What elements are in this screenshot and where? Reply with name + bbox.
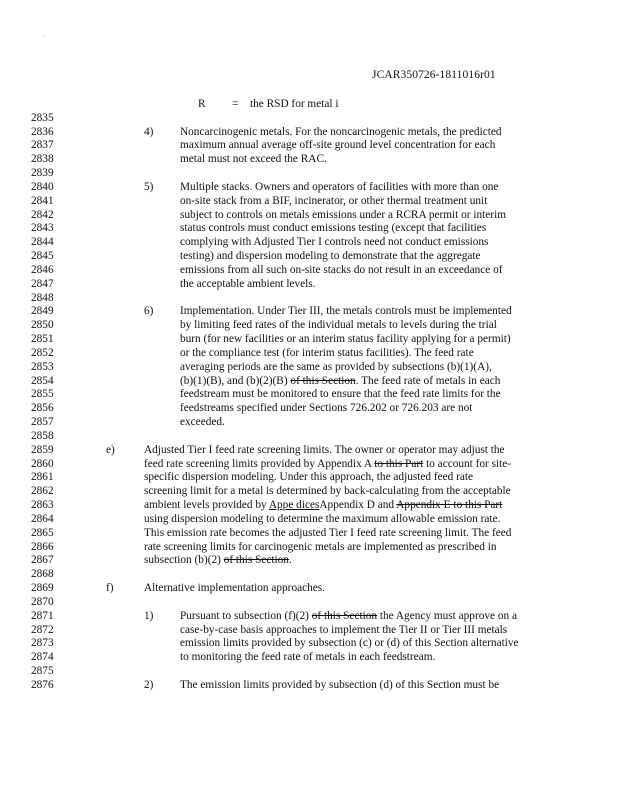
document-line (0, 180, 618, 194)
document-line (0, 249, 618, 263)
text-segment: emission limits provided by subsection (c) or (d) of this Section alternative (180, 637, 519, 650)
text-segment: complying with Adjusted Tier I controls need not conduct emissions (180, 236, 489, 249)
formula-text: R (198, 98, 206, 110)
document-line (0, 374, 618, 388)
line-number: 2855 (31, 388, 54, 401)
subsection-label: 5) (144, 180, 154, 193)
document-line (0, 512, 618, 526)
line-number: 2854 (31, 374, 54, 387)
line-text (180, 360, 492, 374)
text-segment: Appendix D and (319, 499, 397, 512)
text-segment: screening limit for a metal is determined by back-calculating from the acceptable (144, 485, 511, 498)
subsection-label: e) (106, 443, 115, 456)
line-text (180, 235, 488, 249)
line-number: 2837 (31, 139, 54, 152)
document-line (0, 318, 618, 332)
line-number: 2873 (31, 637, 54, 650)
text-segment: or the compliance test (for interim status facilities). The feed rate (180, 346, 474, 359)
line-number: 2838 (31, 153, 54, 166)
text-segment: feedstreams specified under Sections 726.202 or 726.203 are not (180, 402, 473, 415)
line-text (180, 221, 486, 235)
line-text (180, 138, 495, 152)
line-number: 2839 (31, 167, 54, 180)
line-number: 2875 (31, 665, 54, 678)
document-line (0, 387, 618, 401)
line-number: 2874 (31, 651, 54, 664)
document-line (0, 208, 618, 222)
line-text (144, 553, 292, 567)
text-segment: This emission rate becomes the adjusted Tier I feed rate screening limit. The feed (144, 526, 512, 539)
line-number: 2845 (31, 250, 54, 263)
line-text (180, 623, 507, 637)
line-text (180, 180, 498, 194)
line-number: 2846 (31, 263, 54, 276)
line-text (144, 484, 511, 498)
document-line (0, 581, 618, 595)
document-line (0, 415, 618, 429)
line-number: 2836 (31, 125, 54, 138)
document-line (0, 304, 618, 318)
document-line (0, 567, 618, 581)
subsection-label: 4) (144, 125, 154, 138)
document-line (0, 623, 618, 637)
deleted-text: Appendix E to this Part (396, 499, 503, 512)
text-segment: Multiple stacks. Owners and operators of facilities with more than one (180, 180, 499, 193)
text-segment: specific dispersion modeling. Under this approach, the adjusted feed rate (144, 471, 474, 484)
line-number: 2866 (31, 540, 54, 553)
line-text (180, 678, 499, 692)
line-number: 2849 (31, 305, 54, 318)
subsection-label: 1) (144, 609, 154, 622)
line-number: 2857 (31, 416, 54, 429)
line-number: 2864 (31, 512, 54, 525)
line-text (180, 125, 502, 139)
text-segment: Pursuant to subsection (f)(2) (180, 609, 312, 622)
document-line (0, 152, 618, 166)
line-text (180, 249, 481, 263)
line-number: 2861 (31, 471, 54, 484)
line-number: 2863 (31, 499, 54, 512)
document-line (0, 457, 618, 471)
document-line (0, 138, 618, 152)
line-number: 2856 (31, 402, 54, 415)
line-number: 2843 (31, 222, 54, 235)
line-text (180, 387, 501, 401)
line-number: 2858 (31, 429, 54, 442)
line-number: 2841 (31, 194, 54, 207)
line-text (180, 304, 512, 318)
text-segment: subsection (b)(2) (144, 554, 224, 567)
line-text (180, 318, 497, 332)
document-line (0, 678, 618, 692)
text-segment: averaging periods are the same as provided by subsections (b)(1)(A), (180, 360, 492, 373)
line-text (180, 263, 503, 277)
line-text (180, 208, 506, 222)
formula-text: = (232, 98, 239, 110)
text-segment: by limiting feed rates of the individual metals to levels during the trial (180, 319, 497, 332)
line-text (180, 609, 517, 623)
line-number: 2868 (31, 568, 54, 581)
document-line (0, 664, 618, 678)
text-segment: Implementation. Under Tier III, the metals controls must be implemented (180, 305, 512, 318)
line-text (144, 443, 505, 457)
text-segment: maximum annual average off-site ground level concentration for each (180, 139, 496, 152)
line-number: 2871 (31, 609, 54, 622)
line-text (180, 277, 316, 291)
subsection-label: 6) (144, 305, 154, 318)
line-number: 2860 (31, 457, 54, 470)
line-text (144, 540, 497, 554)
line-text (180, 374, 500, 388)
text-segment: The emission limits provided by subsection (d) of this Section must be (180, 678, 500, 691)
document-line (0, 346, 618, 360)
document-line (0, 194, 618, 208)
document-line (0, 263, 618, 277)
document-line (0, 291, 618, 305)
text-segment: . The feed rate of metals in each (355, 374, 501, 387)
line-number: 2842 (31, 208, 54, 221)
line-number: 2851 (31, 333, 54, 346)
document-line (0, 595, 618, 609)
text-segment: exceeded. (180, 416, 225, 429)
line-text (144, 581, 325, 595)
line-number: 2862 (31, 485, 54, 498)
text-segment: to account for site- (423, 457, 512, 470)
document-line (0, 401, 618, 415)
deleted-text: of this Section (311, 609, 378, 622)
document-line (0, 553, 618, 567)
document-line (0, 443, 618, 457)
line-number: 2848 (31, 291, 54, 304)
line-number: 2867 (31, 554, 54, 567)
line-text (180, 346, 474, 360)
text-segment: Alternative implementation approaches. (144, 582, 325, 595)
line-number: 2835 (31, 111, 54, 124)
text-segment: burn (for new facilities or an interim status facility applying for a permit) (180, 333, 511, 346)
document-line (0, 360, 618, 374)
text-segment: emissions from all such on-site stacks do not result in an exceedance of (180, 263, 503, 276)
line-number: 2872 (31, 623, 54, 636)
subsection-label: f) (106, 582, 114, 595)
line-number: 2853 (31, 360, 54, 373)
document-line (0, 125, 618, 139)
deleted-text: to this Part (374, 457, 424, 470)
text-segment: feedstream must be monitored to ensure that the feed rate limits for the (180, 388, 501, 401)
document-line (0, 429, 618, 443)
document-line (0, 235, 618, 249)
scan-marks: ' · (44, 34, 50, 42)
text-segment: testing) and dispersion modeling to demonstrate that the aggregate (180, 250, 481, 263)
text-segment: using dispersion modeling to determine the maximum allowable emission rate. (144, 512, 501, 525)
text-segment: on-site stack from a BIF, incinerator, or other thermal treatment unit (180, 194, 488, 207)
line-text (180, 415, 225, 429)
document-line (0, 97, 618, 111)
document-line (0, 540, 618, 554)
document-line (0, 484, 618, 498)
text-segment: feed rate screening limits provided by Appendix A (144, 457, 375, 470)
line-number: 2850 (31, 319, 54, 332)
text-segment: Noncarcinogenic metals. For the noncarcinogenic metals, the predicted (180, 125, 502, 138)
text-segment: rate screening limits for carcinogenic metals are implemented as prescribed in (144, 540, 497, 553)
document-line (0, 166, 618, 180)
text-segment: (b)(1)(B), and (b)(2)(B) (180, 374, 291, 387)
line-number: 2852 (31, 346, 54, 359)
document-line (0, 111, 618, 125)
text-segment: the Agency must approve on a (377, 609, 517, 622)
line-number: 2865 (31, 526, 54, 539)
line-text (180, 194, 487, 208)
line-text (144, 512, 500, 526)
deleted-text: of this Section (290, 374, 356, 387)
text-segment: subject to controls on metals emissions under a RCRA permit or interim (180, 208, 506, 221)
text-segment: ambient levels provided by (144, 499, 269, 512)
line-text (180, 650, 435, 664)
line-text (144, 526, 511, 540)
line-text (180, 152, 327, 166)
line-number: 2840 (31, 180, 54, 193)
formula-text: the RSD for metal i (250, 98, 339, 110)
document-line (0, 650, 618, 664)
line-text (180, 636, 519, 650)
line-text (144, 457, 511, 471)
text-segment: the acceptable ambient levels. (180, 277, 316, 290)
line-number: 2859 (31, 443, 54, 456)
document-line (0, 498, 618, 512)
line-number: 2870 (31, 595, 54, 608)
line-text (144, 498, 502, 512)
text-segment: . (288, 554, 292, 567)
inserted-text: Appe dices (268, 499, 320, 512)
document-line (0, 277, 618, 291)
document-line (0, 609, 618, 623)
text-segment: status controls must conduct emissions testing (except that facilities (180, 222, 487, 235)
subsection-label: 2) (144, 678, 154, 691)
line-text (144, 470, 473, 484)
document-id: JCAR350726-1811016r01 (372, 69, 496, 81)
document-line (0, 470, 618, 484)
line-number: 2847 (31, 277, 54, 290)
line-number: 2869 (31, 582, 54, 595)
document-line (0, 332, 618, 346)
text-segment: metal must not exceed the RAC. (180, 153, 327, 166)
text-segment: Adjusted Tier I feed rate screening limits. The owner or operator may adjust the (144, 443, 505, 456)
text-segment: to monitoring the feed rate of metals in each feedstream. (180, 651, 436, 664)
line-number: 2876 (31, 678, 54, 691)
deleted-text: of this Section (223, 554, 289, 567)
line-number: 2844 (31, 236, 54, 249)
document-line (0, 221, 618, 235)
line-text (180, 401, 472, 415)
text-segment: case-by-case basis approaches to implement the Tier II or Tier III metals (180, 623, 508, 636)
line-text (180, 332, 511, 346)
document-line (0, 526, 618, 540)
document-line (0, 636, 618, 650)
